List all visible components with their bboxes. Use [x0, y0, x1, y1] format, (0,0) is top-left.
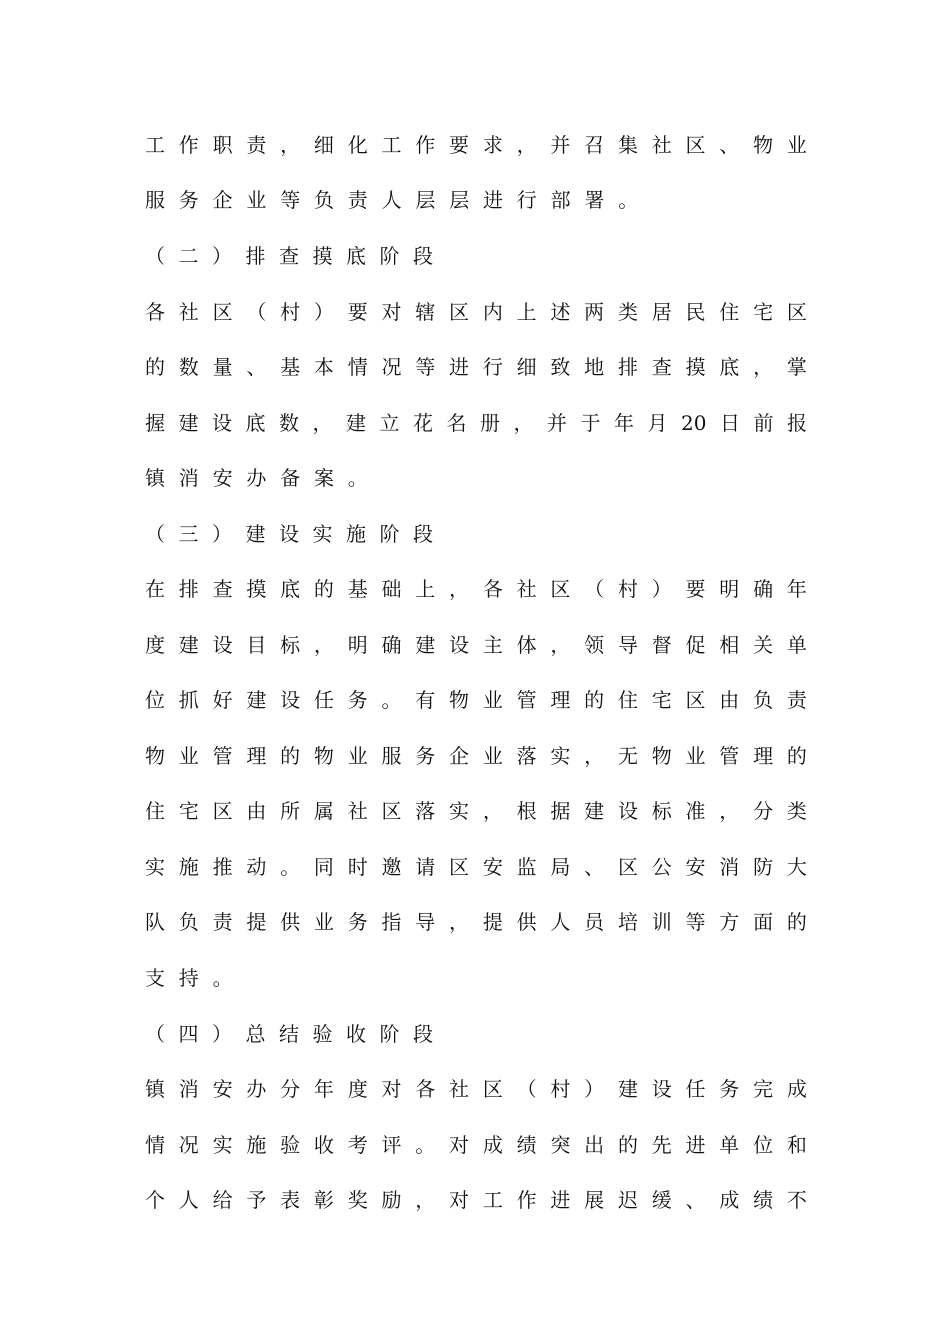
paragraph-line: 支持。 [145, 966, 247, 990]
paragraph-line: 镇消安办备案。 [145, 466, 382, 490]
paragraph-line: 各 社 区 （ 村 ） 要 对 辖 区 内 上 述 两 类 居 民 住 宅 区 [145, 300, 807, 324]
paragraph-line: 物 业 管 理 的 物 业 服 务 企 业 落 实 ， 无 物 业 管 理 的 [145, 744, 807, 768]
section-heading: （三）建设实施阶段 [145, 522, 447, 546]
paragraph-line: 度 建 设 目 标 ， 明 确 建 设 主 体 ， 领 导 督 促 相 关 单 [145, 633, 807, 657]
paragraph-line: 情 况 实 施 验 收 考 评 。 对 成 绩 突 出 的 先 进 单 位 和 [145, 1133, 807, 1157]
section-heading: （二）排查摸底阶段 [145, 244, 447, 268]
paragraph-line: 工 作 职 责 ， 细 化 工 作 要 求 ， 并 召 集 社 区 、 物 业 [145, 133, 807, 157]
paragraph-line: 个 人 给 予 表 彰 奖 励 ， 对 工 作 进 展 迟 缓 、 成 绩 不 [145, 1188, 807, 1212]
paragraph-line: 握 建 设 底 数 ， 建 立 花 名 册 ， 并 于 年 月 20 日 前 报 [145, 411, 807, 435]
paragraph-line: 服务企业等负责人层层进行部署。 [145, 188, 652, 212]
paragraph-line: 位 抓 好 建 设 任 务 。 有 物 业 管 理 的 住 宅 区 由 负 责 [145, 688, 807, 712]
section-heading: （四）总结验收阶段 [145, 1022, 447, 1046]
paragraph-line: 实 施 推 动 。 同 时 邀 请 区 安 监 局 、 区 公 安 消 防 大 [145, 855, 807, 879]
paragraph-line: 的 数 量 、 基 本 情 况 等 进 行 细 致 地 排 查 摸 底 ， 掌 [145, 355, 807, 379]
paragraph-line: 队 负 责 提 供 业 务 指 导 ， 提 供 人 员 培 训 等 方 面 的 [145, 910, 807, 934]
paragraph-line: 住 宅 区 由 所 属 社 区 落 实 ， 根 据 建 设 标 准 ， 分 类 [145, 799, 807, 823]
paragraph-line: 镇 消 安 办 分 年 度 对 各 社 区 （ 村 ） 建 设 任 务 完 成 [145, 1077, 807, 1101]
paragraph-line: 在 排 查 摸 底 的 基 础 上 ， 各 社 区 （ 村 ） 要 明 确 年 [145, 577, 807, 601]
